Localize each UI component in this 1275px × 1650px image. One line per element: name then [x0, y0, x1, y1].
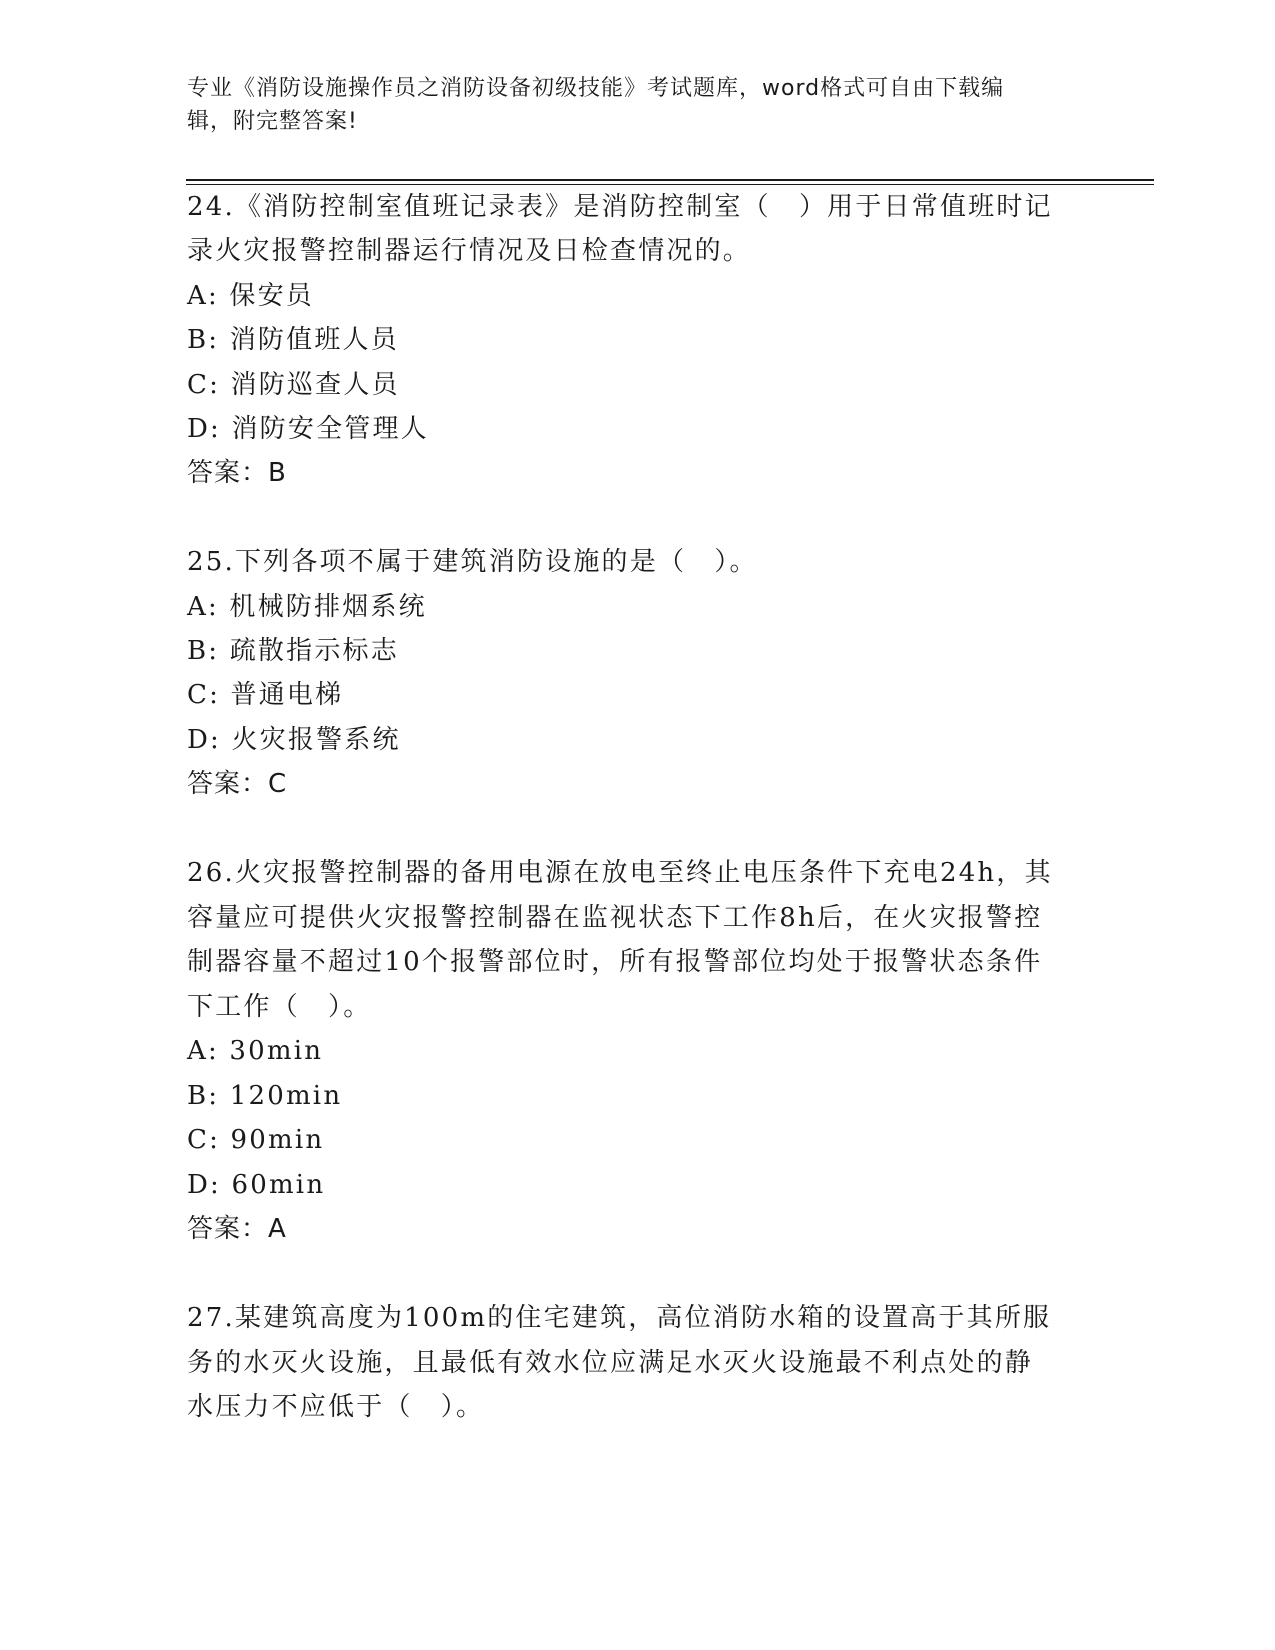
q26-text-line-1: 26.火灾报警控制器的备用电源在放电至终止电压条件下充电24h，其	[187, 858, 1053, 888]
q25-option-b: B: 疏散指示标志	[187, 636, 399, 666]
q24-text-line-2: 录火灾报警控制器运行情况及日检查情况的。	[187, 236, 752, 266]
document-header	[187, 72, 1067, 138]
q26-option-d: D: 60min	[187, 1170, 326, 1200]
header-line-2: 辑，附完整答案!	[187, 109, 358, 134]
q25-text-line-1: 25.下列各项不属于建筑消防设施的是（ ）。	[187, 547, 758, 577]
q26-option-c: C: 90min	[187, 1125, 325, 1155]
q24-answer: 答案：B	[187, 458, 287, 488]
q26-answer: 答案：A	[187, 1214, 287, 1244]
q27-text-line-3: 水压力不应低于（ ）。	[187, 1392, 485, 1422]
header-line-1: 专业《消防设施操作员之消防设备初级技能》考试题库，word格式可自由下载编	[187, 76, 1005, 101]
q27-text-line-2: 务的水灭火设施，且最低有效水位应满足水灭火设施最不利点处的静	[187, 1348, 1034, 1378]
header-rule-thick	[186, 179, 1154, 181]
q26-text-line-2: 容量应可提供火灾报警控制器在监视状态下工作8h后，在火灾报警控	[187, 903, 1043, 933]
q24-option-b: B: 消防值班人员	[187, 325, 399, 355]
q24-option-a: A: 保安员	[187, 281, 315, 311]
q26-text-line-3: 制器容量不超过10个报警部位时，所有报警部位均处于报警状态条件	[187, 947, 1043, 977]
q25-option-c: C: 普通电梯	[187, 680, 344, 710]
q24-option-d: D: 消防安全管理人	[187, 414, 429, 444]
q25-option-d: D: 火灾报警系统	[187, 725, 401, 755]
q27-text-line-1: 27.某建筑高度为100m的住宅建筑，高位消防水箱的设置高于其所服	[187, 1303, 1052, 1333]
q24-text-line-1: 24.《消防控制室值班记录表》是消防控制室（ ）用于日常值班时记	[187, 192, 1053, 222]
header-rule-thin	[186, 184, 1154, 185]
q25-option-a: A: 机械防排烟系统	[187, 592, 427, 622]
q26-text-line-4: 下工作（ ）。	[187, 992, 372, 1022]
q24-option-c: C: 消防巡查人员	[187, 370, 400, 400]
q26-option-a: A: 30min	[187, 1036, 324, 1066]
q26-option-b: B: 120min	[187, 1081, 343, 1111]
q25-answer: 答案：C	[187, 769, 288, 799]
